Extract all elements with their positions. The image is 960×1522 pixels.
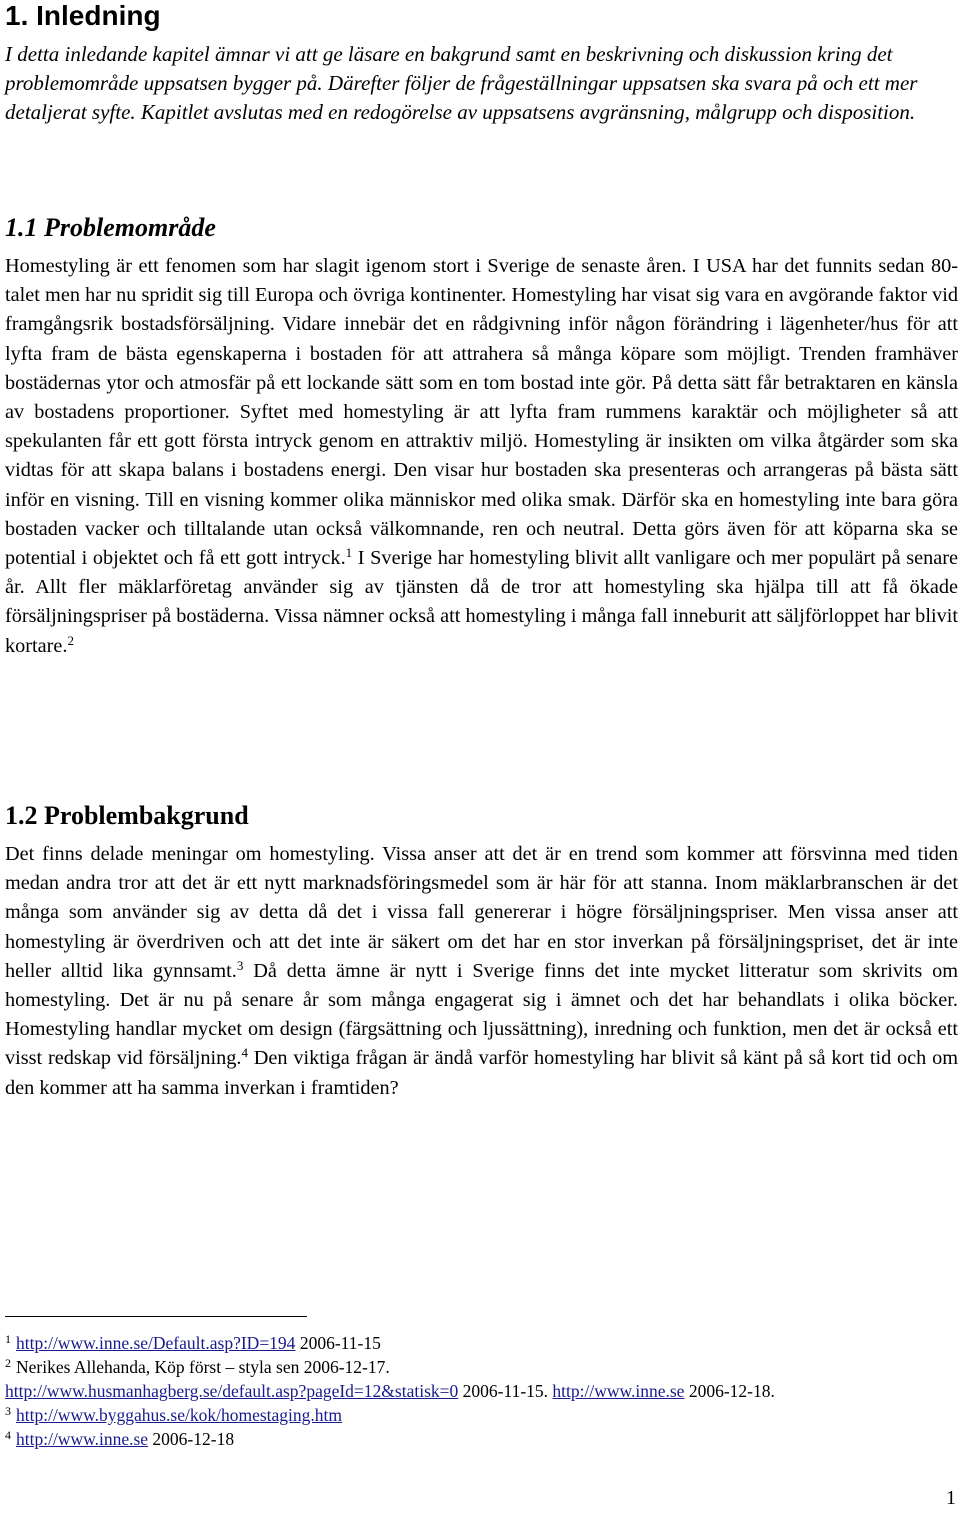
body-text: Det finns delade meningar om homestyling. Vissa anser att det är en trend som kommer att försvinna med tiden medan andra tror att det är ett nytt marknadsföringsmedel som är här för att stanna. Inom mäklarbranschen är det många som använder sig av detta då det i vissa fall genererar i högre försäljningspriser. Men vissa anser att homestyling är överdriven och att det inte är säkert om det har en stor inverkan på försäljningspriset, det är inte heller alltid lika gynnsamt. (5, 843, 958, 982)
page-number: 1 (946, 1487, 956, 1509)
footnote-link[interactable]: http://www.husmanhagberg.se/default.asp?pageId=12&statisk=0 (5, 1381, 459, 1401)
footnote-ref: 3 (236, 957, 244, 973)
footnote-date: 2006-11-15 (295, 1333, 381, 1353)
chapter-intro: I detta inledande kapitel ämnar vi att ge läsare en bakgrund samt en beskrivning och diskussion kring det problemområde uppsatsen bygger på. Därefter följer de frågeställningar uppsatsen ska svara på och ett mer detaljerat syfte. Kapitlet avslutas med en redogörelse av uppsatsens avgränsning, målgrupp och disposition. (5, 42, 918, 124)
body-text: Då detta ämne är nytt i Sverige finns det inte mycket litteratur som skrivits om homestyling. Det är nu på senare år som många engagerat sig i ämnet och det har behandlats i olika böcker. Homestyling handlar mycket om design (färgsättning och ljussättning), inredning och funktion, men det är också ett visst redskap vid försäljning. (5, 959, 958, 1070)
section-body-problemomrade (5, 252, 958, 661)
footnote-date: 2006-12-18. (684, 1381, 775, 1401)
footnote-3 (5, 1403, 960, 1427)
footnote-2-continued (5, 1379, 960, 1403)
footnote-number: 3 (5, 1404, 11, 1418)
footnote-1 (5, 1331, 960, 1355)
section-heading-problemomrade: 1.1 Problemområde (5, 213, 216, 242)
section-body-problembakgrund (5, 840, 958, 1103)
section-heading-problembakgrund: 1.2 Problembakgrund (5, 801, 249, 830)
footnote-ref: 2 (67, 632, 74, 648)
footnote-link[interactable]: http://www.inne.se (552, 1381, 685, 1401)
footnote-date: 2006-12-18 (148, 1429, 235, 1449)
body-text: Homestyling är ett fenomen som har slagit igenom stort i Sverige de senaste åren. I USA har det funnits sedan 80-talet men har nu spridit sig till Europa och övriga kontinenter. Homestyling har visat sig vara en avgörande faktor vid framgångsrik bostadsförsäljning. Vidare innebär det en rådgivning inför någon förändring i lägenheter/hus för att lyfta fram de bästa egenskaperna i bostaden för att attrahera så många köpare som möjligt. Trenden framhäver bostädernas ytor och atmosfär på ett lockande sätt som en tom bostad inte gör. På detta sätt får betraktaren en känsla av bostadens proportioner. Syftet med homestyling är att lyfta fram rummens karaktär och möjligheter så att spekulanten får ett gott första intryck genom en attraktiv miljö. Homestyling är insikten om vilka åtgärder som ska vidtas för att skapa balans i bostadens energi. Den visar hur bostaden ska presenteras och arrangeras på bästa sätt inför en visning. Till en visning kommer olika människor med olika smak. Därför ska en homestyling inte bara göra bostaden vacker och tilltalande utan också välkomnande, ren och neutral. Detta görs även för att köparna ska se potential i objektet och få ett gott intryck. (5, 255, 958, 570)
footnote-link[interactable]: http://www.inne.se (16, 1429, 149, 1449)
footnote-number: 4 (5, 1428, 11, 1442)
footnote-4 (5, 1427, 960, 1451)
footnote-text: Nerikes Allehanda, Köp först – styla sen 2006-12-17. (16, 1357, 390, 1377)
body-text: Den viktiga frågan är ändå varför homestyling har blivit så känt på så kort tid och om den kommer att ha samma inverkan i framtiden? (5, 1047, 959, 1099)
footnote-ref: 4 (241, 1045, 248, 1061)
footnote-number: 1 (5, 1332, 11, 1346)
footnote-number: 2 (5, 1356, 11, 1370)
footnote-link[interactable]: http://www.byggahus.se/kok/homestaging.htm (16, 1405, 342, 1425)
footnote-2 (5, 1355, 960, 1379)
footnote-ref: 1 (345, 545, 353, 561)
body-text: I Sverige har homestyling blivit allt vanligare och mer populärt på senare år. Allt fler mäklarföretag använder sig av tjänsten då de tror att homestyling ska hjälpa till att få ökade försäljningspriser på bostäderna. Vissa nämner också att homestyling i många fall inneburit att säljförloppet har blivit kortare. (5, 547, 958, 657)
footnote-separator (5, 1316, 307, 1317)
footnote-link[interactable]: http://www.inne.se/Default.asp?ID=194 (16, 1333, 296, 1353)
footnote-date: 2006-11-15. (458, 1381, 553, 1401)
chapter-heading: 1. Inledning (5, 0, 161, 31)
